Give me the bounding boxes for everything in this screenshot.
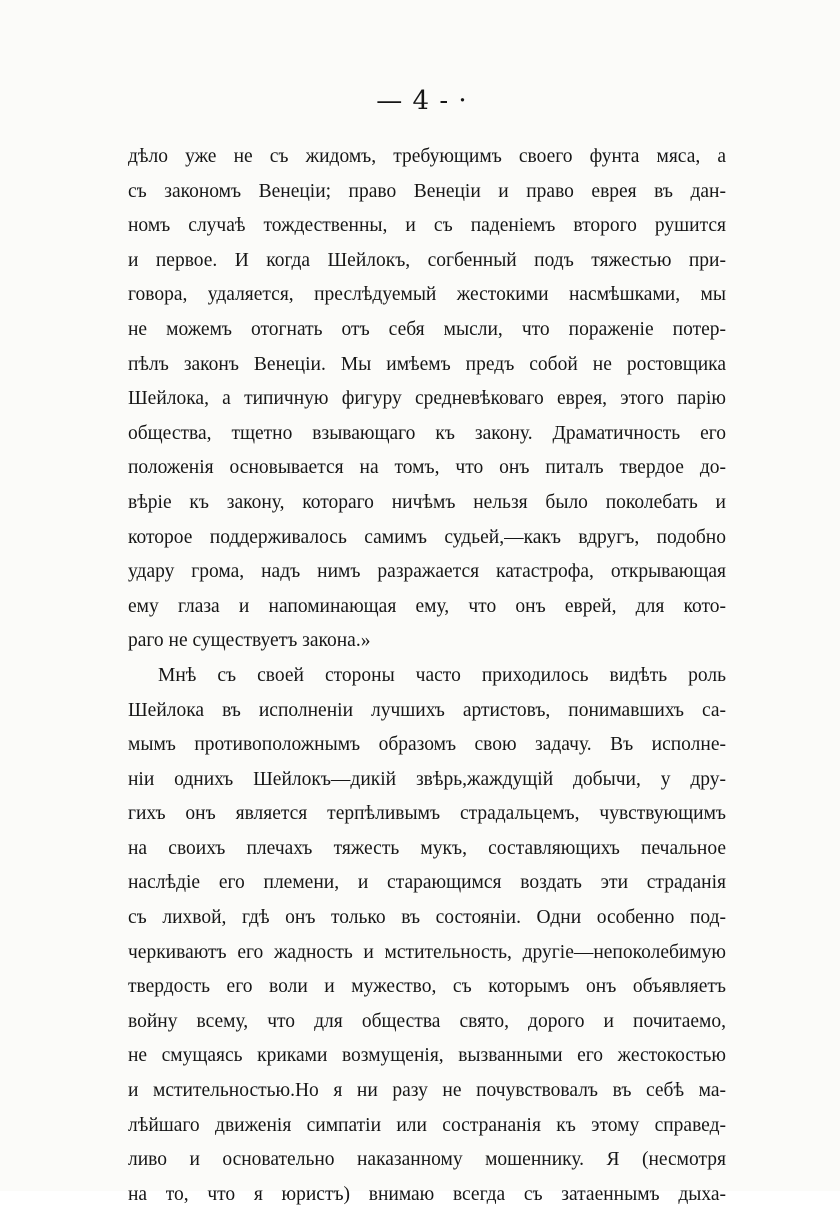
text-line: пѣлъ законъ Венецiи. Мы имѣемъ предъ собой не ростовщика <box>128 353 726 375</box>
text-line: не смущаясь криками возмущенiя, вызванными его жестокостью <box>128 1045 726 1067</box>
page-number: — 4 - · <box>376 86 468 116</box>
text-line: дѣло уже не съ жидомъ, требующимъ своего фунта мяса, а <box>128 146 726 167</box>
text-line: говора, удаляется, преслѣдуемый жестокими насмѣшками, мы <box>128 284 726 306</box>
text-line: удару грома, надъ нимъ разражается катастрофа, открывающая <box>128 561 726 583</box>
text-line: съ закономъ Венецiи; право Венецiи и право еврея въ дан- <box>128 180 726 202</box>
text-line: мымъ противоположнымъ образомъ свою задачу. Въ исполне- <box>128 734 726 756</box>
text-line: и мстительностью.Но я ни разу не почувствовалъ въ себѣ ма- <box>128 1080 726 1102</box>
text-line: черкиваютъ его жадность и мстительность, другiе—непоколебимую <box>128 941 726 963</box>
text-line: гихъ онъ является терпѣливымъ страдальцемъ, чувствующимъ <box>128 803 726 825</box>
text-line: и первое. И когда Шейлокъ, согбенный подъ тяжестью при- <box>128 249 726 271</box>
text-line: твердость его воли и мужество, съ которымъ онъ объявляетъ <box>128 976 726 998</box>
text-line: съ лихвой, гдѣ онъ только въ состоянiи. Одни особенно под- <box>128 907 726 929</box>
text-line: на своихъ плечахъ тяжесть мукъ, составляющихъ печальное <box>128 837 726 859</box>
text-line: положенiя основывается на томъ, что онъ питалъ твердое до- <box>128 457 726 479</box>
text-line: Мнѣ съ своей стороны часто приходилось видѣть роль <box>158 664 726 686</box>
text-line: нiи однихъ Шейлокъ—дикiй звѣрь,жаждущiй добычи, у дру- <box>128 768 726 790</box>
text-line: ливо и основательно наказанному мошеннику. Я (несмотря <box>128 1149 726 1171</box>
text-line: ему глаза и напоминающая ему, что онъ еврей, для кото- <box>128 595 726 617</box>
text-line: Шейлока, а типичную фигуру средневѣковаго еврея, этого парiю <box>128 388 726 410</box>
text-line: войну всему, что для общества свято, дорого и почитаемо, <box>128 1010 726 1032</box>
text-line: наслѣдiе его племени, и старающимся воздать эти страданiя <box>128 872 726 894</box>
text-line: Шейлока въ исполненiи лучшихъ артистовъ, понимавшихъ са- <box>128 699 726 721</box>
text-line: вѣрiе къ закону, котораго ничѣмъ нельзя было поколебать и <box>128 491 726 513</box>
text-line: общества, тщетно взывающаго къ закону. Драматичность его <box>128 422 726 444</box>
text-line: раго не существуетъ закона.» <box>128 630 371 652</box>
text-line: номъ случаѣ тождественны, и съ паденiемъ второго рушится <box>128 215 726 237</box>
body-text <box>128 140 726 1212</box>
text-line: лѣйшаго движенiя симпатiи или сострананiя къ этому справед- <box>128 1114 726 1136</box>
text-line: не можемъ отогнать отъ себя мысли, что пораженiе потер- <box>128 318 726 340</box>
text-line: которое поддерживалось самимъ судьей,—какъ вдругъ, подобно <box>128 526 726 548</box>
text-line: на то, что я юристъ) внимаю всегда съ затаеннымъ дыха- <box>128 1183 726 1205</box>
